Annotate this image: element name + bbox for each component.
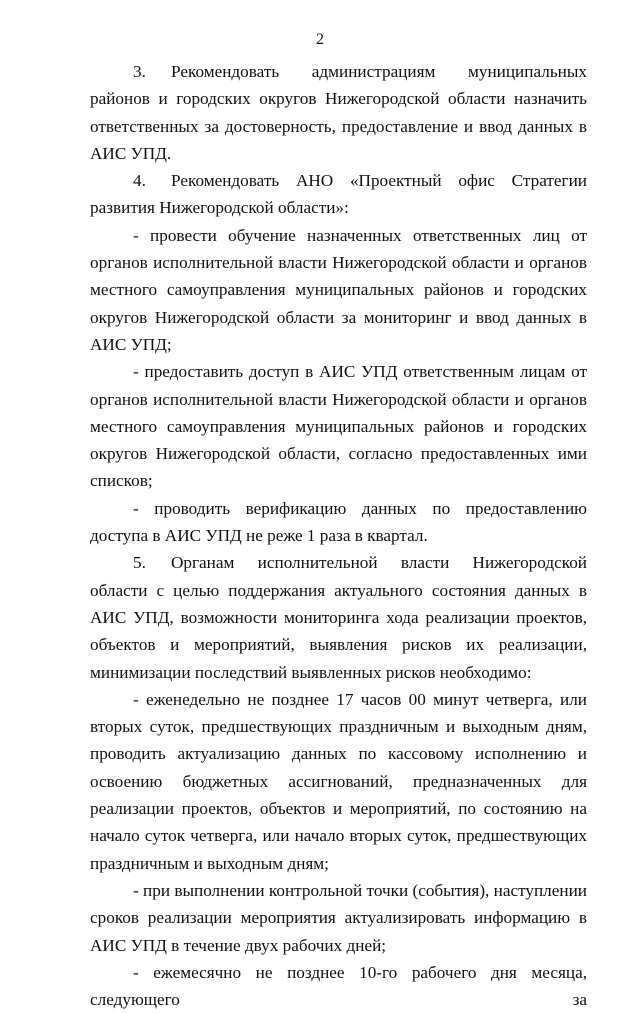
paragraph-number: 5. — [133, 553, 146, 573]
paragraph-number: 4. — [133, 171, 146, 191]
paragraph-text: Рекомендовать АНО «Проектный офис Стратегии развития Нижегородской области»: — [90, 171, 592, 218]
paragraph-number: 3. — [133, 62, 146, 81]
list-item-control-point — [90, 877, 592, 959]
document-body — [90, 58, 592, 1013]
list-item-verification — [90, 495, 592, 550]
paragraph-text: - проводить верификацию данных по предоставлению доступа в АИС УПД не реже 1 раза в квартал. — [90, 498, 592, 546]
paragraph-text: Органам исполнительной власти Нижегородской области с целью поддержания актуального состояния данных в АИС УПД, возможности мониторинга хода реализации проектов, объектов и мероприятий, выявления рисков их реализации, минимизации последствий выявленных рисков необходимо: — [90, 553, 592, 682]
list-item-access — [90, 358, 592, 494]
list-item-weekly — [90, 686, 592, 877]
paragraph-text: Рекомендовать администрациям муниципальных районов и городских округов Нижегородской области назначить ответственных за достоверность, предоставление и ввод данных в АИС УПД. — [90, 62, 592, 163]
list-item-training — [90, 222, 592, 358]
list-item-monthly — [90, 959, 592, 1013]
paragraph-3 — [90, 58, 592, 167]
paragraph-text: - предоставить доступ в АИС УПД ответственным лицам от органов исполнительной власти Нижегородской области и органов местного самоуправления муниципальных районов и городских округов Нижегородской области, согласно предоставленных ими списков; — [90, 362, 592, 491]
paragraph-text: - при выполнении контрольной точки (события), наступлении сроков реализации мероприятия актуализировать информацию в АИС УПД в течение двух рабочих дней; — [90, 880, 592, 955]
paragraph-4 — [90, 167, 592, 222]
paragraph-text: - ежемесячно не позднее 10-го рабочего дня месяца, следующего за — [90, 962, 592, 1010]
page-number: 2 — [316, 31, 324, 48]
paragraph-text: - еженедельно не позднее 17 часов 00 минут четверга, или вторых суток, предшествующих праздничным и выходным дням, проводить актуализацию данных по кассовому исполнению и освоению бюджетных ассигнований, предназначенных для реализации проектов, объектов и мероприятий, по состоянию на начало суток четверга, или начало вторых суток, предшествующих праздничным и выходным дням; — [90, 689, 592, 873]
paragraph-5 — [90, 549, 592, 685]
paragraph-text: - провести обучение назначенных ответственных лиц от органов исполнительной власти Нижегородской области и органов местного самоуправления муниципальных районов и городских округов Нижегородской области за мониторинг и ввод данных в АИС УПД; — [90, 225, 592, 354]
